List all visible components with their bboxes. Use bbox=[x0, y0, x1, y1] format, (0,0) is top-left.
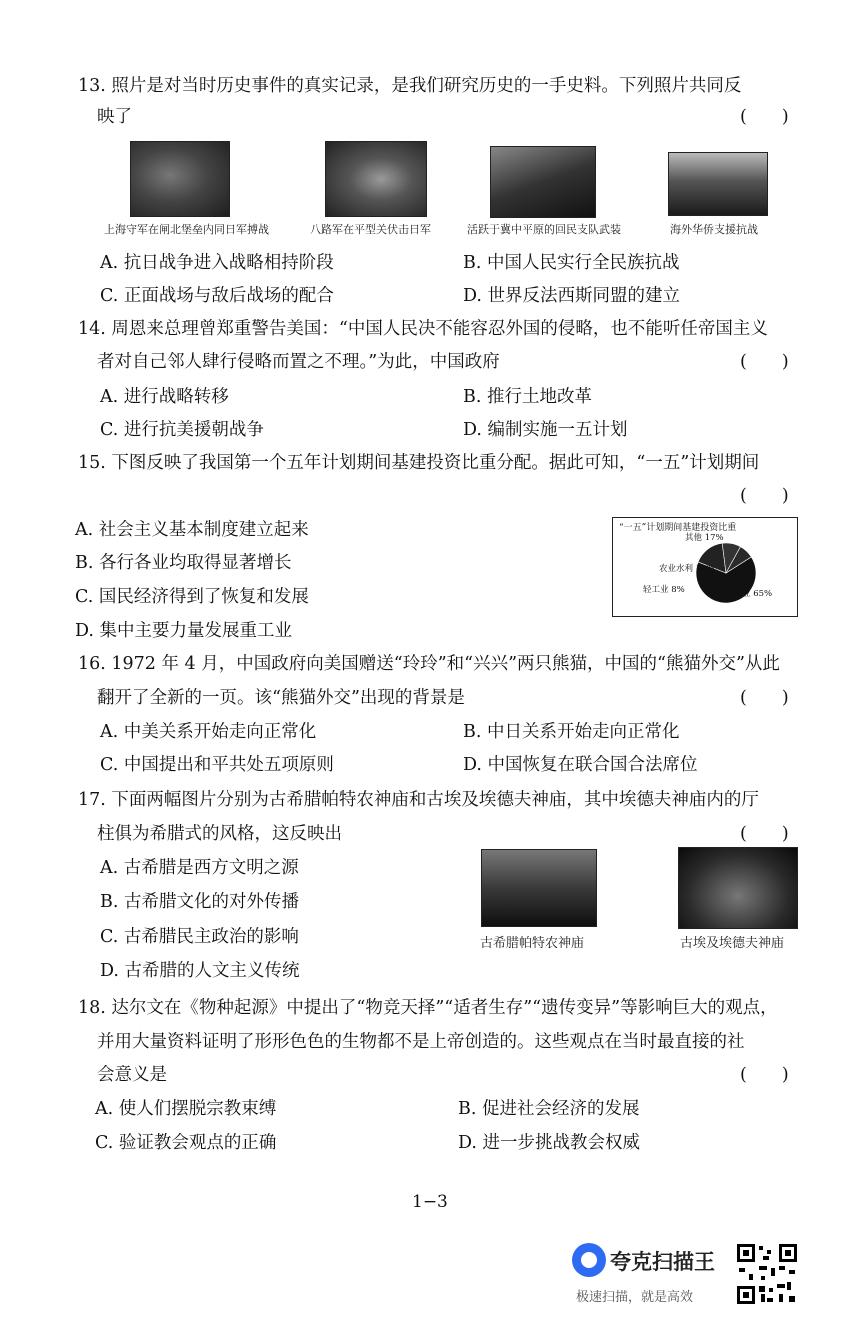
chart-title: “一五”计划期间基建投资比重 bbox=[619, 523, 737, 533]
q17-caption-1: 古希腊帕特农神庙 bbox=[480, 936, 585, 951]
q13-option-d: D. 世界反法西斯同盟的建立 bbox=[463, 286, 681, 306]
q13-photo-1 bbox=[130, 141, 230, 217]
q16-option-d: D. 中国恢复在联合国合法席位 bbox=[463, 755, 698, 775]
q15-option-d: D. 集中主要力量发展重工业 bbox=[75, 621, 293, 641]
q17-caption-2: 古埃及埃德夫神庙 bbox=[680, 936, 785, 951]
q14-stem-line2: 者对自己邻人肆行侵略而置之不理。”为此，中国政府 bbox=[97, 352, 500, 372]
pie-label-agri: 农业水利 10% bbox=[659, 564, 715, 574]
q18-stem-line1: 18. 达尔文在《物种起源》中提出了“物竞天择”“适者生存”“遗传变异”等影响巨大的观点， bbox=[78, 998, 778, 1018]
q13-caption-3: 活跃于冀中平原的回民支队武装 bbox=[467, 223, 621, 236]
page-number: 1−3 bbox=[412, 1192, 448, 1212]
q14-option-a: A. 进行战略转移 bbox=[100, 387, 229, 407]
q17-option-d: D. 古希腊的人文主义传统 bbox=[100, 961, 300, 981]
q14-stem-line1: 14. 周恩来总理曾郑重警告美国：“中国人民决不能容忍外国的侵略，也不能听任帝国主义 bbox=[78, 319, 768, 339]
q13-option-c: C. 正面战场与敌后战场的配合 bbox=[100, 286, 334, 306]
q16-option-c: C. 中国提出和平共处五项原则 bbox=[100, 755, 334, 775]
q17-stem-line2: 柱俱为希腊式的风格，这反映出 bbox=[97, 824, 342, 844]
q15-option-c: C. 国民经济得到了恢复和发展 bbox=[75, 587, 309, 607]
pie-label-heavy: 重工业 65% bbox=[725, 589, 773, 599]
qr-code-icon bbox=[735, 1242, 799, 1306]
q18-stem-line3: 会意义是 bbox=[97, 1065, 167, 1085]
q15-stem-line1: 15. 下图反映了我国第一个五年计划期间基建投资比重分配。据此可知，“一五”计划期间 bbox=[78, 453, 760, 473]
q15-option-b: B. 各行各业均取得显著增长 bbox=[75, 553, 292, 573]
q13-option-a: A. 抗日战争进入战略相持阶段 bbox=[100, 253, 334, 273]
q14-option-c: C. 进行抗美援朝战争 bbox=[100, 420, 264, 440]
q18-option-c: C. 验证教会观点的正确 bbox=[95, 1133, 277, 1153]
q16-option-b: B. 中日关系开始走向正常化 bbox=[463, 722, 680, 742]
q16-stem-line2: 翻开了全新的一页。该“熊猫外交”出现的背景是 bbox=[97, 688, 465, 708]
q14-option-b: B. 推行土地改革 bbox=[463, 387, 592, 407]
q14-option-d: D. 编制实施一五计划 bbox=[463, 420, 628, 440]
q13-caption-2: 八路军在平型关伏击日军 bbox=[310, 223, 431, 236]
pie-label-light: 轻工业 8% bbox=[643, 585, 685, 595]
q18-stem-line2: 并用大量资料证明了形形色色的生物都不是上帝创造的。这些观点在当时最直接的社 bbox=[97, 1032, 745, 1052]
q13-photo-3 bbox=[490, 146, 596, 218]
q13-photo-4 bbox=[668, 152, 768, 216]
q18-option-d: D. 进一步挑战教会权威 bbox=[458, 1133, 641, 1153]
q13-answer-paren: ( ) bbox=[740, 107, 789, 127]
pie-label-other: 其他 17% bbox=[685, 533, 724, 543]
q18-option-b: B. 促进社会经济的发展 bbox=[458, 1099, 640, 1119]
q13-stem-line1: 13. 照片是对当时历史事件的真实记录，是我们研究历史的一手史料。下列照片共同反 bbox=[78, 76, 742, 96]
q17-answer-paren: ( ) bbox=[740, 824, 789, 844]
q16-option-a: A. 中美关系开始走向正常化 bbox=[100, 722, 317, 742]
q13-photo-2 bbox=[325, 141, 427, 217]
q17-option-c: C. 古希腊民主政治的影响 bbox=[100, 927, 299, 947]
q16-answer-paren: ( ) bbox=[740, 688, 789, 708]
q15-option-a: A. 社会主义基本制度建立起来 bbox=[75, 520, 309, 540]
q13-option-b: B. 中国人民实行全民族抗战 bbox=[463, 253, 680, 273]
quark-logo-icon bbox=[572, 1243, 606, 1277]
parthenon-photo bbox=[481, 849, 597, 927]
q13-caption-1: 上海守军在闸北堡垒内同日军搏战 bbox=[104, 223, 269, 236]
q16-stem-line1: 16. 1972 年 4 月，中国政府向美国赠送“玲玲”和“兴兴”两只熊猫，中国的“熊猫外交”从此 bbox=[78, 654, 780, 674]
q15-pie-chart bbox=[612, 517, 798, 617]
q15-answer-paren: ( ) bbox=[740, 486, 789, 506]
q13-caption-4: 海外华侨支援抗战 bbox=[670, 223, 758, 236]
q13-stem-line2: 映了 bbox=[97, 107, 132, 127]
q17-option-b: B. 古希腊文化的对外传播 bbox=[100, 892, 299, 912]
q18-option-a: A. 使人们摆脱宗教束缚 bbox=[95, 1099, 277, 1119]
q17-stem-line1: 17. 下面两幅图片分别为古希腊帕特农神庙和古埃及埃德夫神庙，其中埃德夫神庙内的厅 bbox=[78, 790, 759, 810]
brand-name: 夸克扫描王 bbox=[610, 1250, 715, 1274]
q17-option-a: A. 古希腊是西方文明之源 bbox=[100, 858, 299, 878]
edfu-temple-photo bbox=[678, 847, 798, 929]
brand-slogan: 极速扫描，就是高效 bbox=[576, 1290, 694, 1305]
q18-answer-paren: ( ) bbox=[740, 1065, 789, 1085]
q14-answer-paren: ( ) bbox=[740, 352, 789, 372]
